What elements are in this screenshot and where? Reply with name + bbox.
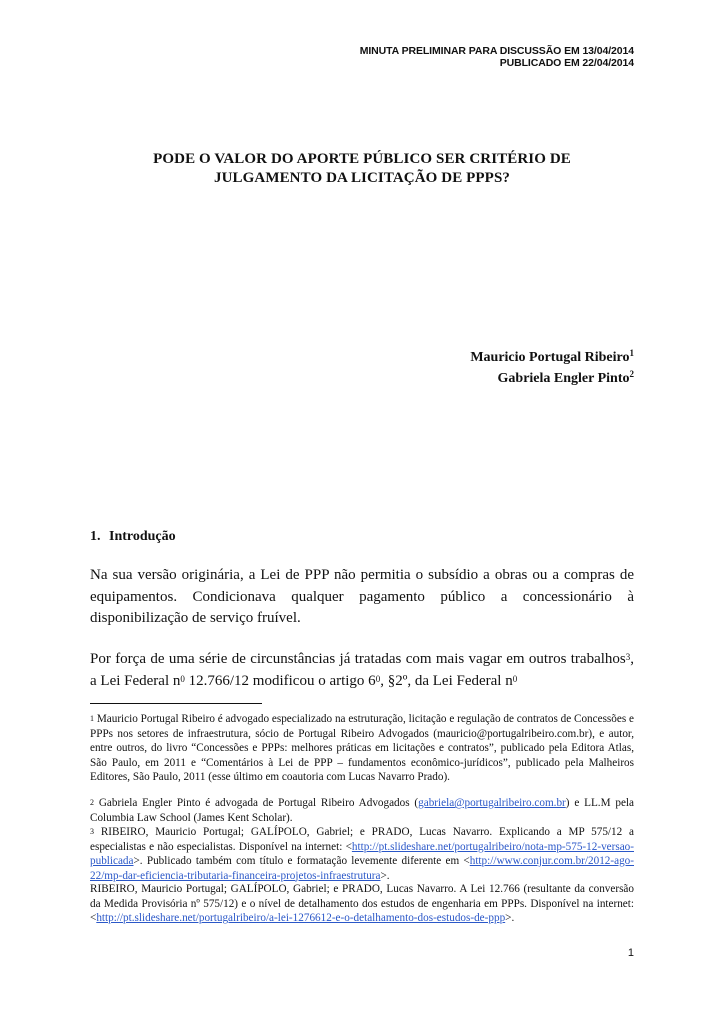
author-2-note: 2 (629, 369, 634, 379)
footnote-3-text-b: >. Publicado também com título e formatação levemente diferente em < (133, 855, 470, 867)
footnote-1-text: Mauricio Portugal Ribeiro é advogado especializado na estruturação, licitação e regulação de contratos de Concessões e PPPs nos setores de infraestrutura, sócio de Portugal Ribeiro Advogados (mauricio@portugalribeiro.com.br), e autor, entre outros, do livro “Concessões e PPPs: melhores práticas em licitações e contratos”, publicado pela Editora Atlas, São Paulo, em 2011 e “Comentários à Lei de PPP – fundamentos econômico-jurídicos”, publicado pela Malheiros Editores, São Paulo, 2011 (esse último em coautoria com Lucas Navarro Prado). (90, 713, 634, 783)
section-number: 1. (90, 529, 101, 544)
footnote-3b-text-b: >. (505, 912, 515, 924)
footnote-3-text-c: >. (380, 869, 390, 882)
footnote-separator (90, 703, 262, 704)
paragraph-2-text-b: , a Lei Federal n (90, 651, 634, 689)
footnote-2-email-link[interactable]: gabriela@portugalribeiro.com.br (418, 797, 566, 809)
header-draft-line: MINUTA PRELIMINAR PARA DISCUSSÃO EM 13/04/2014 (359, 45, 634, 57)
paragraph-2-text-c: 12.766/12 modificou o artigo 6 (184, 672, 376, 689)
footnote-3-text-a: RIBEIRO, Mauricio Portugal; GALÍPOLO, Gabriel; e PRADO, Lucas Navarro. Explicando a MP 575/12 a especialistas e não especialistas. Disponível na internet: < (90, 826, 634, 853)
author-2-name: Gabriela Engler Pinto (497, 371, 630, 386)
footnote-1-mark: 1 (90, 714, 94, 723)
footnote-1 (90, 712, 634, 785)
degree-mark: 0 (512, 673, 518, 684)
author-2 (498, 371, 634, 387)
footnote-2 (90, 796, 634, 825)
degree-mark: 0 (375, 673, 381, 684)
footnote-3b-text-a: RIBEIRO, Mauricio Portugal; GALÍPOLO, Gabriel; e PRADO, Lucas Navarro. A Lei 12.766 (resultante da conversão da Medida Provisória nº 575/12) e o nível de detalhamento dos estudos de engenharia em PPPs. Disponível na internet: < (90, 883, 634, 924)
paragraph-1-text: Na sua versão originária, a Lei de PPP não permitia o subsídio a obras ou a compras de equipamentos. Condicionava qualquer pagamento público a concessionário à disponibilização de serviço fruível. (90, 567, 634, 626)
footnote-3-link-2[interactable]: http://www.conjur.com.br/2012-ago-22/mp-dar-eficiencia-tributaria-financeira-projetos-infraestrutura (90, 855, 634, 882)
document-title (90, 150, 634, 188)
footnote-3 (90, 825, 634, 883)
section-heading (90, 529, 176, 545)
paragraph-1 (90, 565, 634, 630)
footnote-3-continuation (90, 882, 634, 926)
header-published-line: PUBLICADO EM 22/04/2014 (499, 57, 634, 69)
footnote-2-mark: 2 (90, 798, 94, 807)
section-title: Introdução (109, 529, 176, 544)
document-header (360, 45, 634, 69)
page-number: 1 (627, 947, 634, 959)
footnote-ref-3: 3 (625, 652, 631, 662)
author-1-name: Mauricio Portugal Ribeiro (470, 350, 630, 365)
author-1-note: 1 (629, 348, 634, 358)
paragraph-2-text-d: , §2º, da Lei Federal n (380, 672, 513, 689)
paragraph-2 (90, 649, 634, 692)
title-line-1: PODE O VALOR DO APORTE PÚBLICO SER CRITÉRIO DE (153, 151, 571, 167)
footnote-2-text-a: Gabriela Engler Pinto é advogada de Portugal Ribeiro Advogados ( (94, 797, 419, 809)
author-1 (470, 350, 634, 366)
footnote-2-text-b: ) e LL.M pela Columbia Law School (James Kent Scholar). (90, 797, 634, 824)
footnote-3b-link[interactable]: http://pt.slideshare.net/portugalribeiro/a-lei-1276612-e-o-detalhamento-dos-estudos-de-ppp (96, 912, 506, 924)
degree-mark: 0 (180, 673, 185, 684)
paragraph-2-text-a: Por força de uma série de circunstâncias já tratadas com mais vagar em outros trabalhos (90, 651, 626, 667)
footnote-3-mark: 3 (90, 827, 94, 836)
footnote-3-link-1[interactable]: http://pt.slideshare.net/portugalribeiro/nota-mp-575-12-versao-publicada (90, 840, 634, 867)
title-line-2: JULGAMENTO DA LICITAÇÃO DE PPPS? (213, 170, 510, 186)
